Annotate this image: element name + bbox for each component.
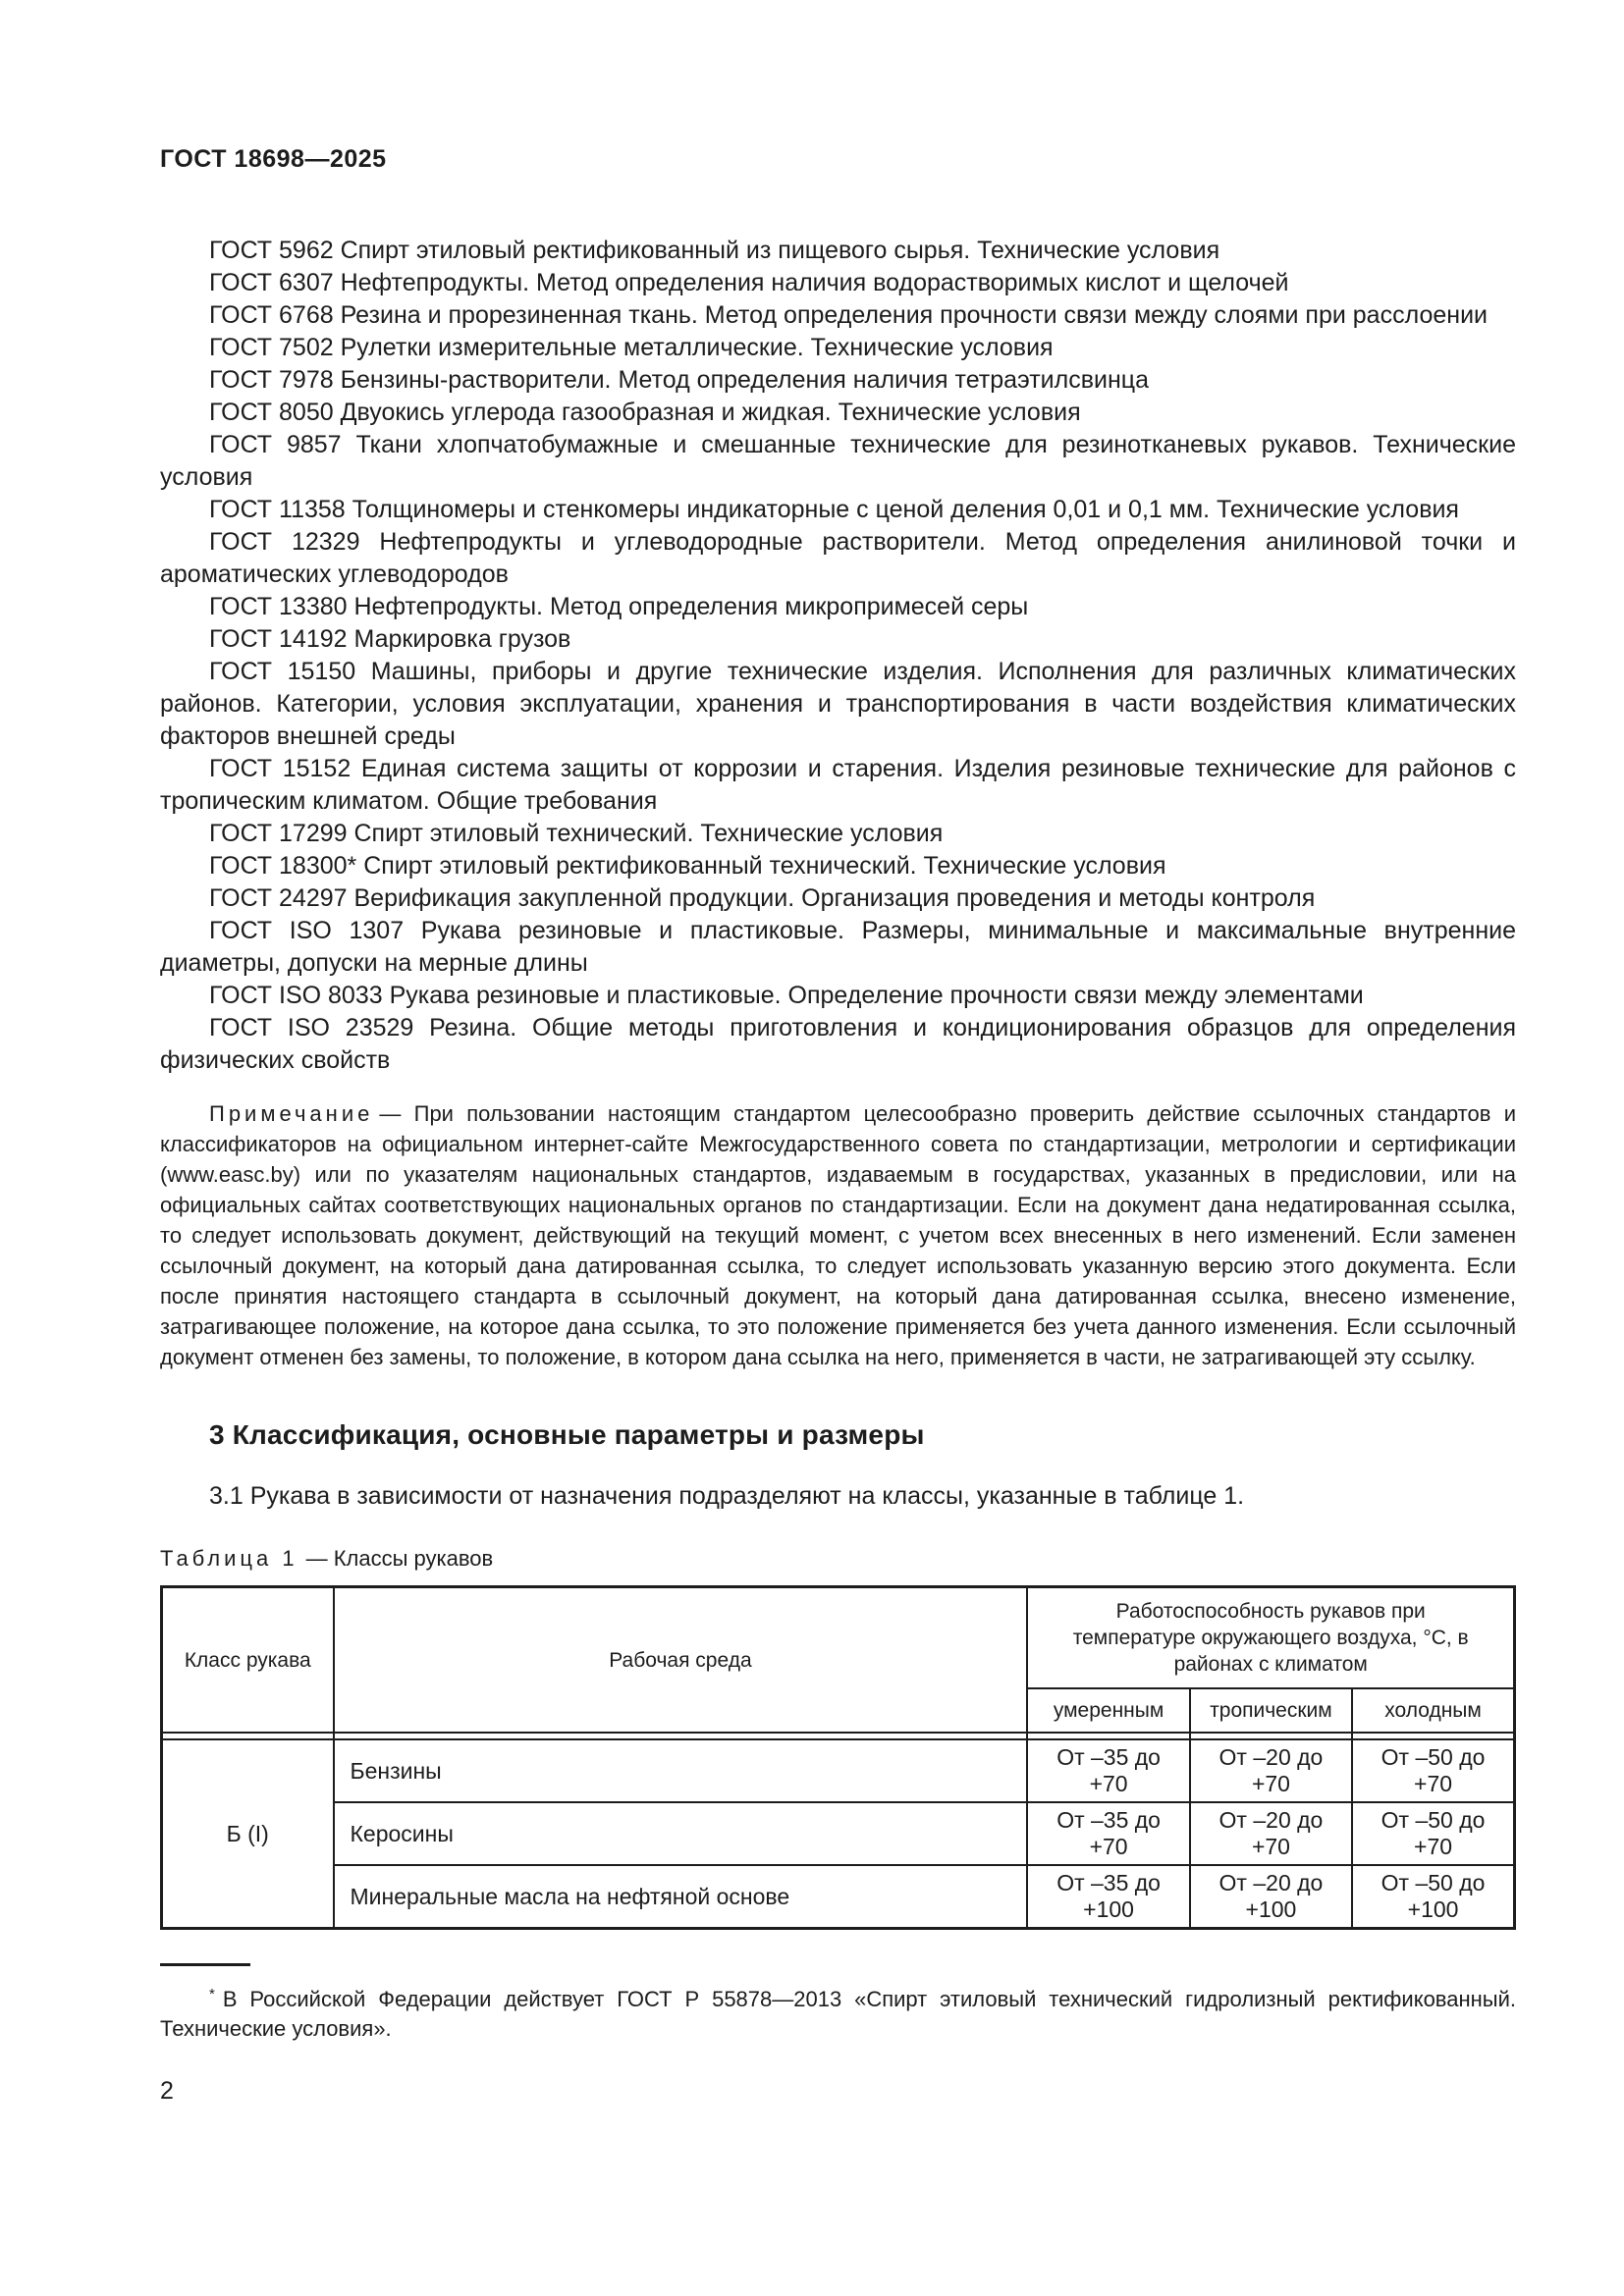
reference-paragraph: ГОСТ 6768 Резина и прорезиненная ткань. Метод определения прочности связи между слоями при расслоении xyxy=(209,301,1489,329)
temp-tropical-cell: От –20 до +100 xyxy=(1190,1865,1352,1929)
reference-paragraph: ГОСТ 11358 Толщиномеры и стенкомеры индикаторные с ценой деления 0,01 и 0,1 мм. Технические условия xyxy=(209,496,1459,523)
table-caption xyxy=(160,1546,1516,1572)
separator-cell xyxy=(162,1733,334,1739)
reference-paragraph: ГОСТ 5962 Спирт этиловый ректификованный из пищевого сырья. Технические условия xyxy=(209,237,1220,264)
page-number: 2 xyxy=(160,2077,174,2106)
col-temperature-group-header: Работоспособность рукавов при температуре окружающего воздуха, °С, в районах с климатом xyxy=(1027,1587,1514,1689)
table-caption-text: — Классы рукавов xyxy=(305,1546,494,1571)
note-label: Примечание xyxy=(209,1101,374,1126)
separator-cell xyxy=(334,1733,1028,1739)
footnote xyxy=(160,1980,1516,2044)
temp-cold-cell: От –50 до +70 xyxy=(1352,1739,1514,1802)
reference-paragraph: ГОСТ 7978 Бензины-растворители. Метод определения наличия тетраэтилсвинца xyxy=(209,366,1150,394)
medium-cell: Минеральные масла на нефтяной основе xyxy=(334,1865,1028,1929)
table-row xyxy=(162,1865,1515,1929)
clause-3-1-paragraph: 3.1 Рукава в зависимости от назначения подразделяют на классы, указанные в таблице 1. xyxy=(209,1482,1245,1510)
hose-class-cell: Б (I) xyxy=(162,1739,334,1929)
reference-paragraph: ГОСТ 9857 Ткани хлопчатобумажные и смешанные технические для резинотканевых рукавов. Технические условия xyxy=(160,431,1516,491)
col-medium-header: Рабочая среда xyxy=(334,1587,1028,1734)
section-3-heading: 3 Классификация, основные параметры и размеры xyxy=(209,1419,925,1450)
standard-designation: ГОСТ 18698—2025 xyxy=(160,145,387,173)
reference-paragraph: ГОСТ 24297 Верификация закупленной продукции. Организация проведения и методы контроля xyxy=(209,884,1316,912)
reference-paragraph: ГОСТ 15150 Машины, приборы и другие технические изделия. Исполнения для различных климатических районов. Категории, условия эксплуатации, хранения и транспортирования в части воздействия климатических факторов внешней среды xyxy=(160,658,1516,750)
reference-paragraph: ГОСТ 12329 Нефтепродукты и углеводородные растворители. Метод определения анилиновой точки и ароматических углеводородов xyxy=(160,528,1516,588)
reference-paragraph: ГОСТ 8050 Двуокись углерода газообразная и жидкая. Технические условия xyxy=(209,399,1081,426)
medium-cell: Керосины xyxy=(334,1802,1028,1865)
temp-temperate-cell: От –35 до +70 xyxy=(1027,1739,1189,1802)
references-list xyxy=(160,235,1516,1077)
table-caption-label: Таблица 1 xyxy=(160,1546,298,1571)
reference-paragraph: ГОСТ 13380 Нефтепродукты. Метод определения микропримесей серы xyxy=(209,593,1029,620)
note-text: — При пользовании настоящим стандартом целесообразно проверить действие ссылочных стандартов и классификаторов на официальном интернет-сайте Межгосударственного совета по стандартизации, метрологии и сертификации (www.easc.by) или по указателям национальных стандартов, издаваемым в государствах, указанных в предисловии, или на официальных сайтах соответствующих национальных органов по стандартизации. Если на документ дана недатированная ссылка, то следует использовать документ, действующий на текущий момент, с учетом всех внесенных в него изменений. Если заменен ссылочный документ, на который дана датированная ссылка, то следует использовать указанную версию этого документа. Если после принятия настоящего стандарта в ссылочный документ, на который дана датированная ссылка, внесено изменение, затрагивающее положение, на которое дана ссылка, то это положение применяется без учета данного изменения. Если ссылочный документ отменен без замены, то положение, в котором дана ссылка на него, применяется в части, не затрагивающей эту ссылку. xyxy=(160,1101,1516,1369)
temp-tropical-cell: От –20 до +70 xyxy=(1190,1739,1352,1802)
footnote-text: В Российской Федерации действует ГОСТ Р 55878—2013 «Спирт этиловый технический гидролизный ректификованный. Технические условия». xyxy=(160,1987,1516,2042)
temp-cold-cell: От –50 до +70 xyxy=(1352,1802,1514,1865)
reference-paragraph: ГОСТ ISO 23529 Резина. Общие методы приготовления и кондиционирования образцов для определения физических свойств xyxy=(160,1014,1516,1074)
subcol-cold-header: холодным xyxy=(1352,1688,1514,1733)
footnote-marker: * xyxy=(209,1986,215,2002)
reference-paragraph: ГОСТ ISO 1307 Рукава резиновые и пластиковые. Размеры, минимальные и максимальные внутренние диаметры, допуски на мерные длины xyxy=(160,917,1516,977)
temp-tropical-cell: От –20 до +70 xyxy=(1190,1802,1352,1865)
temp-temperate-cell: От –35 до +100 xyxy=(1027,1865,1189,1929)
table-row xyxy=(162,1802,1515,1865)
separator-cell xyxy=(1190,1733,1352,1739)
subcol-temperate-header: умеренным xyxy=(1027,1688,1189,1733)
reference-paragraph: ГОСТ 6307 Нефтепродукты. Метод определения наличия водорастворимых кислот и щелочей xyxy=(209,269,1289,296)
header-separator-row xyxy=(162,1733,1515,1739)
medium-cell: Бензины xyxy=(334,1739,1028,1802)
reference-paragraph: ГОСТ 17299 Спирт этиловый технический. Технические условия xyxy=(209,820,944,847)
table-row xyxy=(162,1739,1515,1802)
note-paragraph xyxy=(160,1098,1516,1372)
hose-classes-table xyxy=(160,1585,1516,1930)
reference-paragraph: ГОСТ 15152 Единая система защиты от коррозии и старения. Изделия резиновые технические для районов с тропическим климатом. Общие требования xyxy=(160,755,1516,815)
reference-paragraph: ГОСТ ISO 8033 Рукава резиновые и пластиковые. Определение прочности связи между элементами xyxy=(209,982,1364,1009)
reference-paragraph: ГОСТ 14192 Маркировка грузов xyxy=(209,625,571,653)
table-header-row-1 xyxy=(162,1587,1515,1689)
temp-cold-cell: От –50 до +100 xyxy=(1352,1865,1514,1929)
separator-cell xyxy=(1352,1733,1514,1739)
subcol-tropical-header: тропическим xyxy=(1190,1688,1352,1733)
temp-temperate-cell: От –35 до +70 xyxy=(1027,1802,1189,1865)
separator-cell xyxy=(1027,1733,1189,1739)
reference-paragraph: ГОСТ 18300* Спирт этиловый ректификованный технический. Технические условия xyxy=(209,852,1166,880)
col-class-header: Класс рукава xyxy=(162,1587,334,1734)
reference-paragraph: ГОСТ 7502 Рулетки измерительные металлические. Технические условия xyxy=(209,334,1054,361)
footnote-rule xyxy=(160,1963,250,1966)
